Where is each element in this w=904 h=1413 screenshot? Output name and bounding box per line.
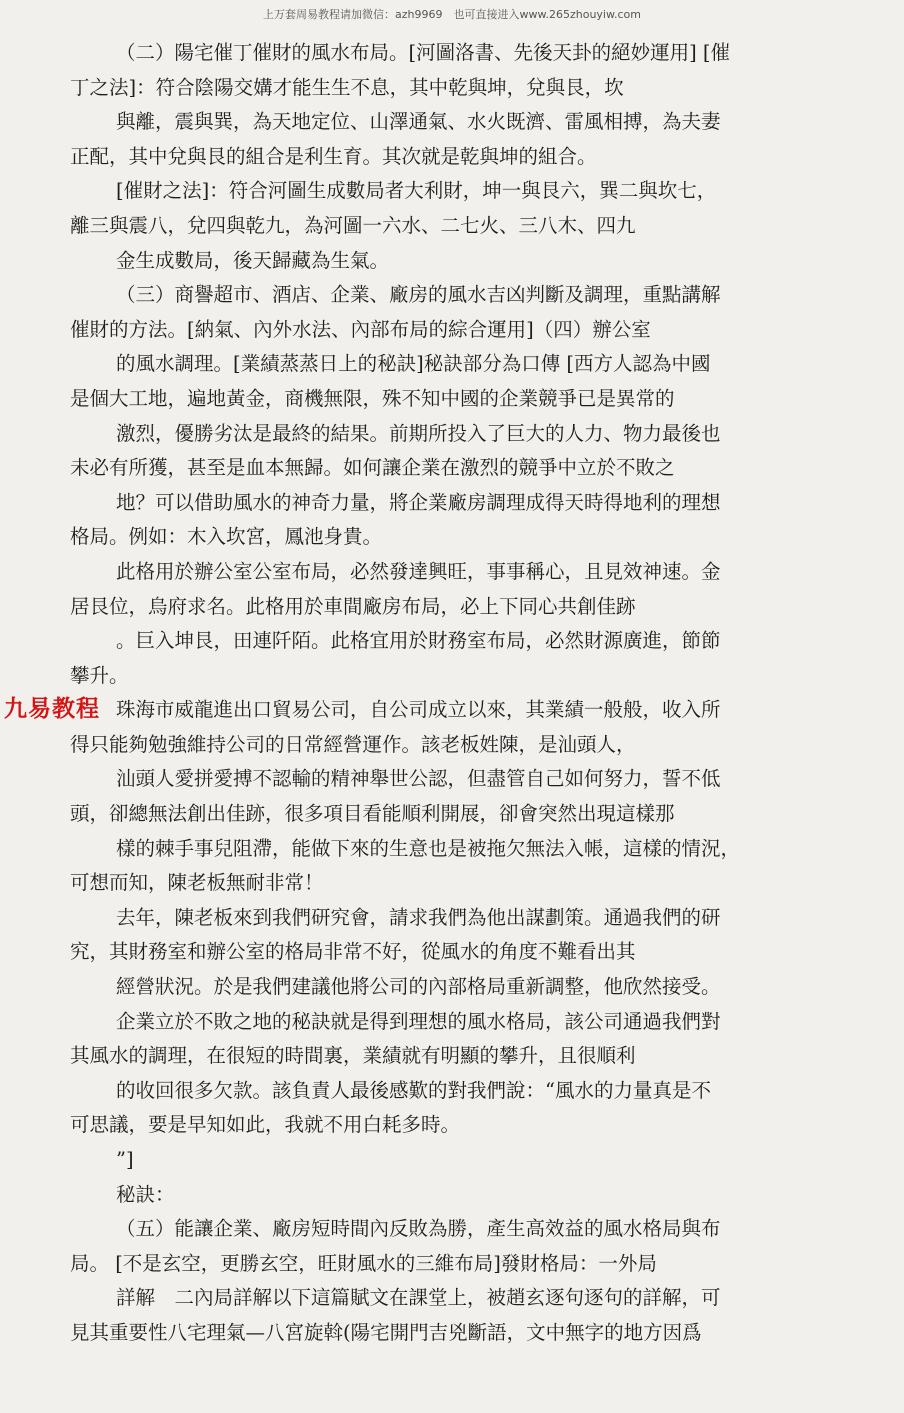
text-line: 的收回很多欠款。該負責人最後感歎的對我們說：“風水的力量真是不 — [116, 1078, 711, 1102]
page-header: 上万套周易教程请加微信：azh9969 也可直接进入www.265zhouyiw.com — [263, 8, 641, 21]
text-line: 與離，震與巽，為天地定位、山澤通氣、水火既濟、雷風相搏，為夫妻 — [116, 110, 721, 134]
text-line: 丁之法]：符合陰陽交媾才能生生不息，其中乾與坤，兌與艮，坎 — [70, 75, 624, 99]
text-line: 的風水調理。[業績蒸蒸日上的秘訣]秘訣部分為口傳 [西方人認為中國 — [116, 352, 711, 376]
text-line: 究，其財務室和辦公室的格局非常不好，從風水的角度不難看出其 — [70, 940, 636, 964]
text-line: 居艮位，烏府求名。此格用於車間廠房布局，必上下同心共創佳跡 — [70, 594, 636, 618]
text-line: （五）能讓企業、廠房短時間內反敗為勝，產生高效益的風水格局與布 — [116, 1217, 721, 1241]
text-line: 得只能夠勉強維持公司的日常經營運作。該老板姓陳，是汕頭人， — [70, 732, 636, 756]
text-line: ”] — [116, 1148, 134, 1171]
text-line: 攀升。 — [70, 663, 129, 687]
text-line: 局。 [不是玄空，更勝玄空，旺財風水的三維布局]發財格局：一外局 — [70, 1251, 657, 1275]
text-line: [催財之法]：符合河圖生成數局者大利財，坤一與艮六，巽二與坎七， — [116, 179, 717, 203]
text-line: （二）陽宅催丁催財的風水布局。[河圖洛書、先後天卦的絕妙運用] [催 — [116, 41, 731, 64]
text-line: 樣的棘手事兒阻滯，能做下來的生意也是被拖欠無法入帳，這樣的情況， — [116, 836, 741, 860]
text-line: 頭，卻總無法創出佳跡，很多項目看能順利開展，卻會突然出現這樣那 — [70, 802, 675, 826]
text-line: 格局。例如：木入坎宮，鳳池身貴。 — [70, 525, 383, 549]
text-line: 地？可以借助風水的神奇力量，將企業廠房調理成得天時得地利的理想 — [116, 490, 721, 514]
text-line: 。巨入坤艮，田連阡陌。此格宜用於財務室布局，必然財源廣進，節節 — [116, 629, 721, 653]
text-line: 未必有所獲，甚至是血本無歸。如何讓企業在激烈的競爭中立於不敗之 — [70, 456, 675, 480]
watermark-logo: 九易教程 — [2, 690, 102, 723]
text-line: 去年，陳老板來到我們研究會，請求我們為他出謀劃策。通過我們的研 — [116, 905, 721, 929]
text-line: （三）商譽超市、酒店、企業、廠房的風水吉凶判斷及調理，重點講解 — [116, 283, 721, 307]
text-line: 詳解 二內局詳解以下這篇賦文在課堂上，被趙玄逐句逐句的詳解，可 — [116, 1286, 721, 1310]
text-line: 秘訣： — [116, 1182, 175, 1206]
document-body — [70, 36, 835, 1351]
text-line: 是個大工地，遍地黃金，商機無限，殊不知中國的企業競爭已是異常的 — [70, 386, 675, 410]
text-line: 其風水的調理，在很短的時間裏，業績就有明顯的攀升，且很順利 — [70, 1044, 636, 1068]
text-line: 汕頭人愛拼愛搏不認輸的精神舉世公認，但盡管自己如何努力，誓不低 — [116, 767, 721, 791]
text-line: 企業立於不敗之地的秘訣就是得到理想的風水格局，該公司通過我們對 — [116, 1009, 721, 1033]
text-line: 金生成數局，後天歸藏為生氣。 — [116, 248, 390, 272]
text-line: 可思議，要是早知如此，我就不用白耗多時。 — [70, 1113, 461, 1137]
text-line: 珠海市威龍進出口貿易公司，自公司成立以來，其業績一般般，收入所 — [116, 698, 721, 722]
text-line: 此格用於辦公室公室布局，必然發達興旺，事事稱心，且見效神速。金 — [116, 559, 721, 583]
text-line: 可想而知，陳老板無耐非常！ — [70, 871, 324, 895]
text-line: 催財的方法。[納氣、內外水法、內部布局的綜合運用]（四）辦公室 — [70, 317, 651, 341]
text-line: 離三與震八，兌四與乾九，為河圖一六水、二七火、三八木、四九 — [70, 213, 636, 237]
text-line: 經營狀況。於是我們建議他將公司的內部格局重新調整，他欣然接受。 — [116, 975, 721, 999]
text-line: 激烈，優勝劣汰是最終的結果。前期所投入了巨大的人力、物力最後也 — [116, 421, 721, 445]
text-line: 正配，其中兌與艮的組合是利生育。其次就是乾與坤的組合。 — [70, 144, 597, 168]
text-line: 見其重要性八宅理氣—八宮旋斡(陽宅開門吉兇斷語，文中無字的地方因爲 — [70, 1320, 702, 1344]
